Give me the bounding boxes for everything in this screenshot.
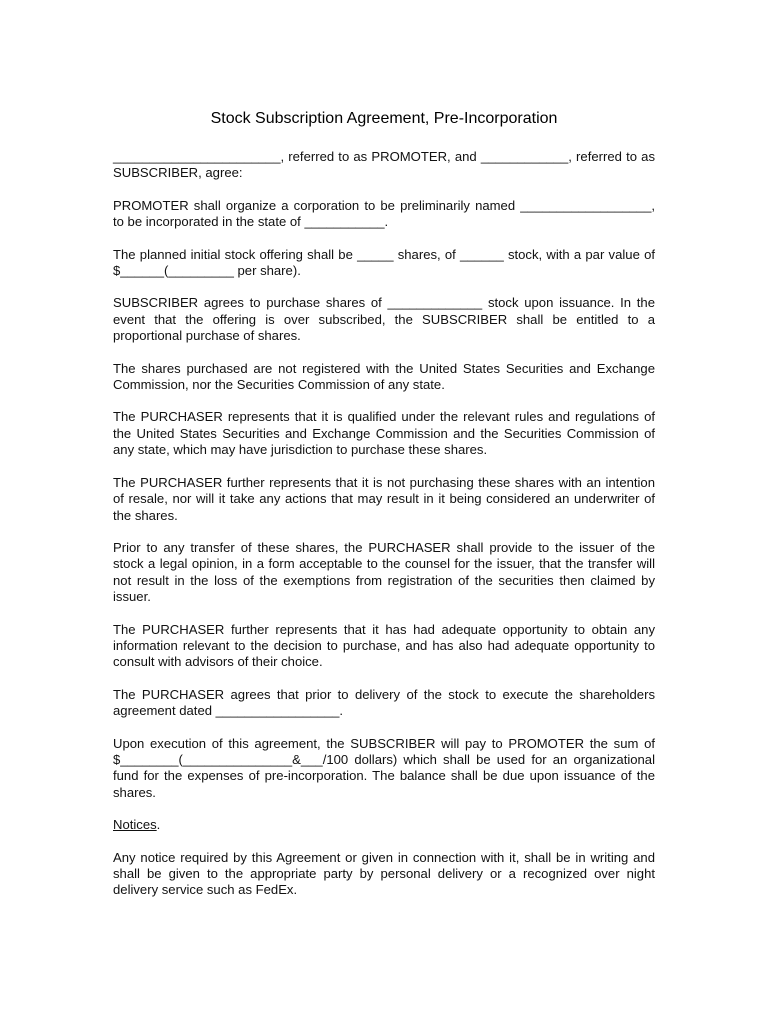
paragraph-promoter: PROMOTER shall organize a corporation to be preliminarily named __________________, to be incorporated in the state of ___________.	[113, 197, 655, 230]
paragraph-parties: _______________________, referred to as PROMOTER, and ____________, referred to as SUBSCRIBER, agree:	[113, 149, 655, 181]
paragraph-not-registered: The shares purchased are not registered with the United States Securities and Exchange Commission, nor the Securities Commission of any state.	[113, 360, 655, 393]
paragraph-no-resale: The PURCHASER further represents that it is not purchasing these shares with an intention of resale, nor will it take any actions that may result in it being considered an underwriter of the shares.	[113, 474, 655, 523]
notices-heading	[113, 817, 655, 833]
paragraph-stock-offering: The planned initial stock offering shall be _____ shares, of ______ stock, with a par value of $______(_________ per share).	[113, 246, 655, 279]
document-title: Stock Subscription Agreement, Pre-Incorporation	[210, 110, 558, 127]
notices-heading-period: .	[156, 817, 161, 833]
paragraph-payment: Upon execution of this agreement, the SUBSCRIBER will pay to PROMOTER the sum of $________(_______________&___/100 dollars) which shall be used for an organizational fund for the expenses of pre-incorporation. The balance shall be due upon issuance of the shares.	[113, 735, 655, 800]
document-page	[113, 108, 655, 915]
paragraph-subscriber-purchase: SUBSCRIBER agrees to purchase shares of _____________ stock upon issuance. In the event that the offering is over subscribed, the SUBSCRIBER shall be entitled to a proportional purchase of shares.	[113, 295, 655, 344]
notices-heading-text: Notices	[113, 817, 157, 833]
paragraph-adequate-opportunity: The PURCHASER further represents that it has had adequate opportunity to obtain any information relevant to the decision to purchase, and has also had adequate opportunity to consult with advisors of their choice.	[113, 621, 655, 670]
paragraph-transfer-opinion: Prior to any transfer of these shares, the PURCHASER shall provide to the issuer of the stock a legal opinion, in a form acceptable to the counsel for the issuer, that the transfer will not result in the loss of the exemptions from registration of the securities then claimed by issuer.	[113, 539, 655, 605]
paragraph-shareholders-agreement: The PURCHASER agrees that prior to delivery of the stock to execute the shareholders agreement dated _________________.	[113, 686, 655, 719]
paragraph-notices: Any notice required by this Agreement or given in connection with it, shall be in writing and shall be given to the appropriate party by personal delivery or a recognized over night delivery service such as FedEx.	[113, 849, 655, 898]
paragraph-qualified: The PURCHASER represents that it is qualified under the relevant rules and regulations of the United States Securities and Exchange Commission and the Securities Commission of any state, which may have jurisdiction to purchase these shares.	[113, 409, 655, 458]
